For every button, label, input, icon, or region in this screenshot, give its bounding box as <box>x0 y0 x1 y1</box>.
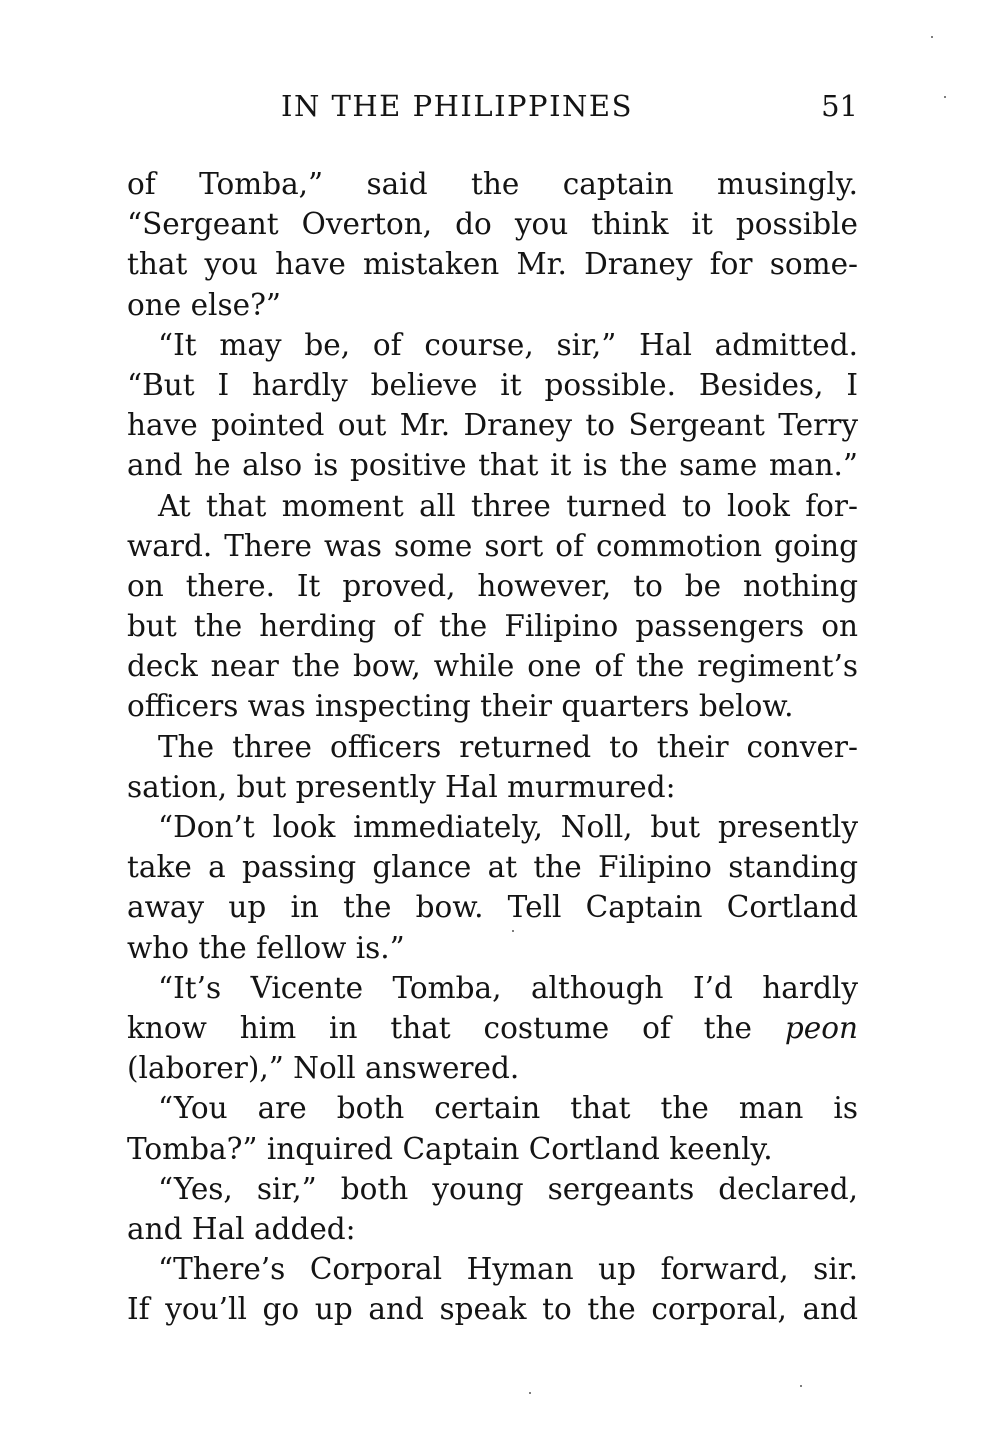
text-line: “There’s Corporal Hyman up forward, sir. <box>158 1252 858 1287</box>
text-line: “It may be, of course, sir,” Hal admitted. <box>158 327 858 362</box>
paper-speck <box>800 1385 802 1387</box>
text-line: “It’s Vicente Tomba, although I’d hardly <box>158 970 858 1005</box>
running-head <box>127 86 858 126</box>
text-line: officers was inspecting their quarters below. <box>127 689 794 724</box>
paper-speck <box>944 96 946 98</box>
text-line: away up in the bow. Tell Captain Cortland <box>127 890 858 925</box>
text-line: Tomba?” inquired Captain Cortland keenly. <box>127 1131 773 1166</box>
text-line: that you have mistaken Mr. Draney for some- <box>127 247 858 282</box>
text-line: “You are both certain that the man is <box>158 1091 858 1126</box>
text-line: on there. It proved, however, to be nothing <box>127 568 858 603</box>
text-line: deck near the bow, while one of the regiment’s <box>127 649 858 684</box>
text-line: “Yes, sir,” both young sergeants declared, <box>158 1171 858 1206</box>
text-line: “But I hardly believe it possible. Besides, I <box>127 367 858 402</box>
text-line: take a passing glance at the Filipino standing <box>127 850 858 885</box>
text-line: At that moment all three turned to look for- <box>158 488 858 523</box>
text-line: and he also is positive that it is the same man.” <box>127 448 858 483</box>
italic-word: peon <box>784 1010 858 1045</box>
text-line: sation, but presently Hal murmured: <box>127 769 676 804</box>
text-line: “Don’t look immediately, Noll, but presently <box>158 810 858 844</box>
paper-speck <box>529 1392 531 1394</box>
body-text <box>127 164 858 1329</box>
text-line: of Tomba,” said the captain musingly. <box>127 167 858 201</box>
paper-speck <box>512 930 514 932</box>
text-line: and Hal added: <box>127 1211 356 1246</box>
text-line: (laborer),” Noll answered. <box>127 1051 520 1086</box>
text-line-roman: know him in that costume of the <box>127 1010 752 1045</box>
text-line: have pointed out Mr. Draney to Sergeant Terry <box>127 408 858 443</box>
running-title: IN THE PHILIPPINES <box>281 89 633 123</box>
text-line: who the fellow is.” <box>127 930 405 965</box>
paper-speck <box>931 36 933 38</box>
text-line: If you’ll go up and speak to the corporal, and <box>127 1292 858 1327</box>
text-line: one else?” <box>127 287 281 322</box>
text-line: “Sergeant Overton, do you think it possible <box>127 207 858 242</box>
text-line <box>127 1008 858 1048</box>
text-line: The three officers returned to their conver- <box>158 729 858 764</box>
text-line: but the herding of the Filipino passengers on <box>127 609 858 644</box>
text-line: ward. There was some sort of commotion going <box>127 528 858 563</box>
page-number: 51 <box>821 89 858 123</box>
